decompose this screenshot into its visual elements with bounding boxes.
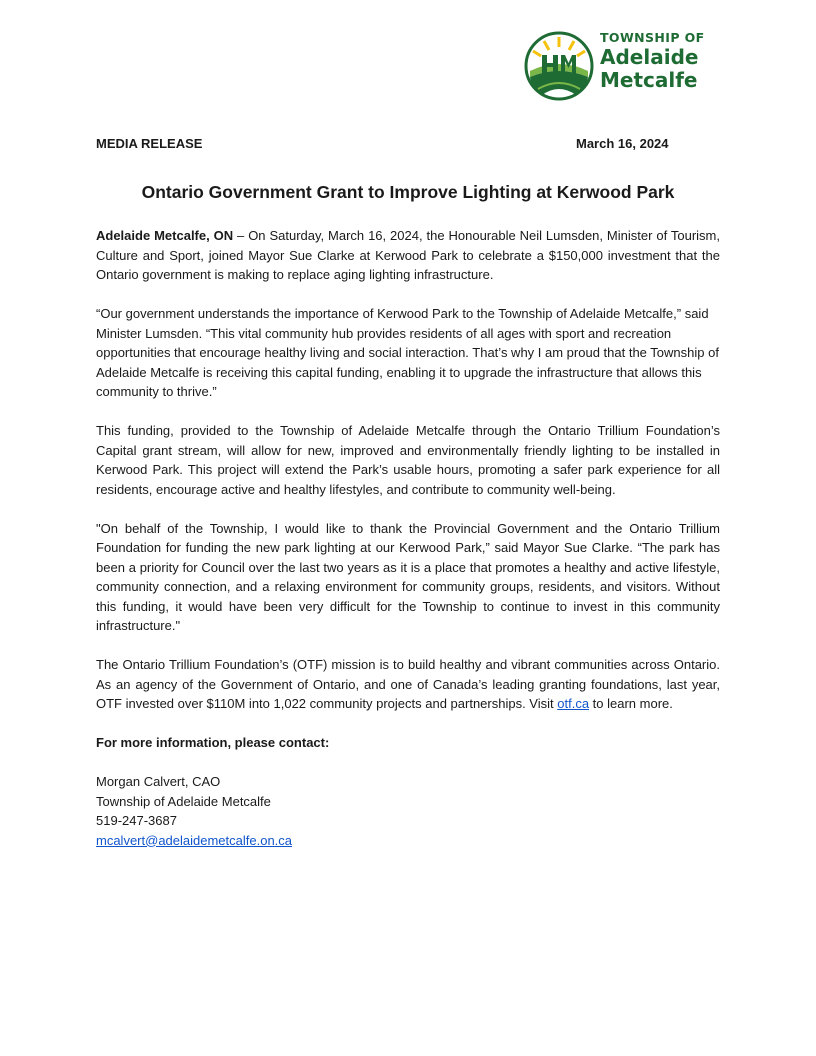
media-release-label: MEDIA RELEASE [96,136,203,151]
release-body [96,226,720,850]
contact-email-link[interactable]: mcalvert@adelaidemetcalfe.on.ca [96,832,293,848]
logo-line-township-of: TOWNSHIP OF [600,30,705,45]
township-emblem-icon [524,31,594,101]
contact-organization: Township of Adelaide Metcalfe [96,793,271,809]
township-logo [524,28,720,106]
paragraph-intro-text: – On Saturday, March 16, 2024, the Honourable Neil Lumsden, Minister of Tourism, Culture and Sport, joined Mayor Sue Clarke at Kerwood Park to celebrate a $150,000 investment that the Ontario government is making to replace aging lighting infrastructure. [96,228,720,282]
dateline: Adelaide Metcalfe, ON [96,228,234,243]
logo-line-adelaide: Adelaide [600,44,699,69]
contact-heading: For more information, please contact: [96,735,330,750]
contact-name: Morgan Calvert, CAO [96,774,221,789]
headline: Ontario Government Grant to Improve Lighting at Kerwood Park [141,182,675,202]
paragraph-otf [96,655,720,714]
paragraph-minister-quote: “Our government understands the importance of Kerwood Park to the Township of Adelaide Metcalfe,” said Minister Lumsden. “This vital community hub provides residents of all ages with sport and recreation opportunities that encourage healthy living and social interaction. That’s why I am proud that the Township of Adelaide Metcalfe is receiving this capital funding, enabling it to upgrade the infrastructure that allows this community to thrive.” [96,306,719,399]
contact-block [96,772,720,850]
paragraph-intro [96,226,720,285]
logo-line-metcalfe: Metcalfe [600,67,698,92]
paragraph-mayor-quote: "On behalf of the Township, I would like to thank the Provincial Government and the Ontario Trillium Foundation for funding the new park lighting at our Kerwood Park,” said Mayor Sue Clarke. “The park has been a priority for Council over the last two years as it is a place that promotes a healthy and active lifestyle, community connection, and a relaxing environment for community groups, residents, and visitors. Without this funding, it would have been very difficult for the Township to continue to invest in this community infrastructure." [96,520,720,633]
paragraph-funding: This funding, provided to the Township of Adelaide Metcalfe through the Ontario Trillium Foundation’s Capital grant stream, will allow for new, improved and environmentally friendly lighting to be installed in Kerwood Park. This project will extend the Park’s usable hours, promoting a safer park experience for all residents, encourage active and healthy lifestyles, and contribute to community well-being. [96,423,720,497]
otf-link[interactable]: otf.ca [557,696,590,711]
paragraph-otf-tail: to learn more. [589,696,673,711]
contact-phone: 519-247-3687 [96,813,177,828]
paragraph-otf-text: The Ontario Trillium Foundation’s (OTF) mission is to build healthy and vibrant communities across Ontario. As an agency of the Government of Ontario, and one of Canada’s leading granting foundations, last year, OTF invested over $110M into 1,022 community projects and partnerships. Visit [96,657,720,711]
release-date: March 16, 2024 [576,136,669,151]
